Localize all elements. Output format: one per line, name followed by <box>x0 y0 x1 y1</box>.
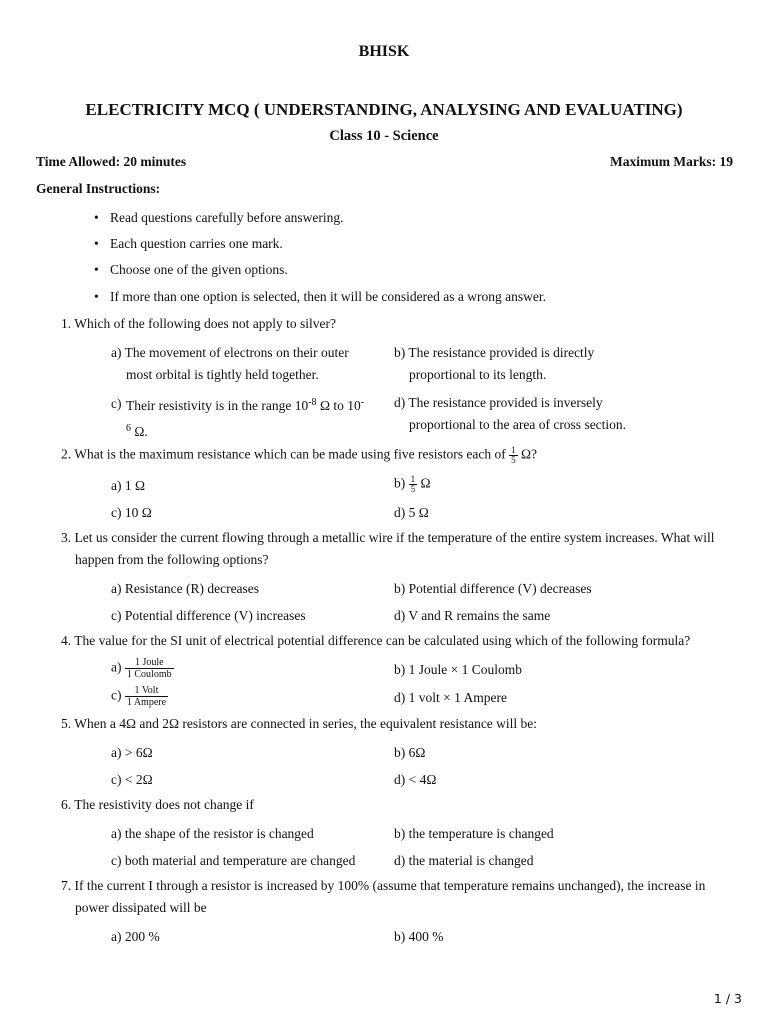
question-3: 3. Let us consider the current flowing through a metallic wire if the temperature of the entire system increases. What will <box>61 530 715 545</box>
instructions-heading: General Instructions: <box>36 181 161 196</box>
q1-option-c-line1: Their resistivity is in the range $10^{-8}$ Ω to 10- <box>126 397 365 413</box>
instruction-item: • Each question carries one mark. <box>94 236 283 251</box>
q5-option-a: a) > 6Ω <box>111 745 153 760</box>
q4-option-a: a) $\frac{\text{1 Joule}}{\text{1 Coulomb}}$ <box>111 657 172 680</box>
q1-option-d-line2: proportional to the area of cross section. <box>409 417 627 432</box>
q6-option-c: c) both material and temperature are changed <box>111 853 356 868</box>
q2-option-b: b) $\frac{1}{5}$ Ω <box>394 474 431 494</box>
q6-option-b: b) the temperature is changed <box>394 826 554 841</box>
q4-option-d: d) 1 volt × 1 Ampere <box>394 690 507 705</box>
q6-option-a: a) the shape of the resistor is changed <box>111 826 314 841</box>
q1-option-c-label: c) <box>111 396 122 411</box>
q5-option-b: b) 6Ω <box>394 745 426 760</box>
question-2: 2. What is the maximum resistance which can be made using five resistors each of $\frac{1}{5}$ Ω? <box>61 445 538 465</box>
q1-option-d-line1: d) The resistance provided is inversely <box>394 395 603 410</box>
q1-option-b-line2: proportional to its length. <box>409 367 547 382</box>
q2-option-c: c) 10 Ω <box>111 505 152 520</box>
fraction: $\frac{1}{5}$ <box>410 474 416 494</box>
q2-option-d: d) 5 Ω <box>394 505 429 520</box>
q3-option-c: c) Potential difference (V) increases <box>111 608 306 623</box>
fraction: $\frac{\text{1 Joule}}{\text{1 Coulomb}}$ <box>126 657 172 680</box>
maximum-marks: Maximum Marks: 19 <box>610 154 733 169</box>
q2-option-a: a) 1 Ω <box>111 478 146 493</box>
q5-option-c: c) < 2Ω <box>111 772 153 787</box>
q3-option-a: a) Resistance (R) decreases <box>111 581 260 596</box>
question-7: 7. If the current I through a resistor is increased by 100% (assume that temperature remains unchanged), the increase in <box>61 878 706 893</box>
question-5: 5. When a 4Ω and 2Ω resistors are connected in series, the equivalent resistance will be: <box>61 716 538 731</box>
q4-option-b: b) 1 Joule × 1 Coulomb <box>394 662 522 677</box>
question-4: 4. The value for the SI unit of electrical potential difference can be calculated using which of the following formula? <box>61 633 691 648</box>
time-allowed: Time Allowed: 20 minutes <box>36 154 187 169</box>
fraction: $\frac{\text{1 Volt}}{\text{1 Ampere}}$ <box>126 685 167 708</box>
q7-option-a: a) 200 % <box>111 929 160 944</box>
q3-option-b: b) Potential difference (V) decreases <box>394 581 592 596</box>
instruction-item: • Read questions carefully before answering. <box>94 210 344 225</box>
organization-name: BHISK <box>358 43 410 60</box>
page-subtitle: Class 10 - Science <box>329 128 439 144</box>
instruction-item: • Choose one of the given options. <box>94 262 288 277</box>
instruction-item: • If more than one option is selected, then it will be considered as a wrong answer. <box>94 289 547 304</box>
question-3-line2: happen from the following options? <box>75 552 269 567</box>
q1-option-a-line1: a) The movement of electrons on their outer <box>111 345 349 360</box>
fraction: $\frac{1}{5}$ <box>511 445 516 465</box>
q4-option-c: c) $\frac{\text{1 Volt}}{\text{1 Ampere}}$ <box>111 685 167 708</box>
question-6: 6. The resistivity does not change if <box>61 797 254 812</box>
question-7-line2: power dissipated will be <box>75 900 207 915</box>
page-number: 1 / 3 <box>713 991 742 1006</box>
q7-option-b: b) 400 % <box>394 929 444 944</box>
q1-option-c-line2: $^6$ Ω. <box>126 423 148 439</box>
q6-option-d: d) the material is changed <box>394 853 534 868</box>
q1-option-b-line1: b) The resistance provided is directly <box>394 345 595 360</box>
q1-option-a-line2: most orbital is tightly held together. <box>126 367 319 382</box>
question-1: 1. Which of the following does not apply to silver? <box>61 316 336 331</box>
page-title: ELECTRICITY MCQ ( UNDERSTANDING, ANALYSING AND EVALUATING) <box>85 100 683 119</box>
q5-option-d: d) < 4Ω <box>394 772 437 787</box>
q3-option-d: d) V and R remains the same <box>394 608 551 623</box>
